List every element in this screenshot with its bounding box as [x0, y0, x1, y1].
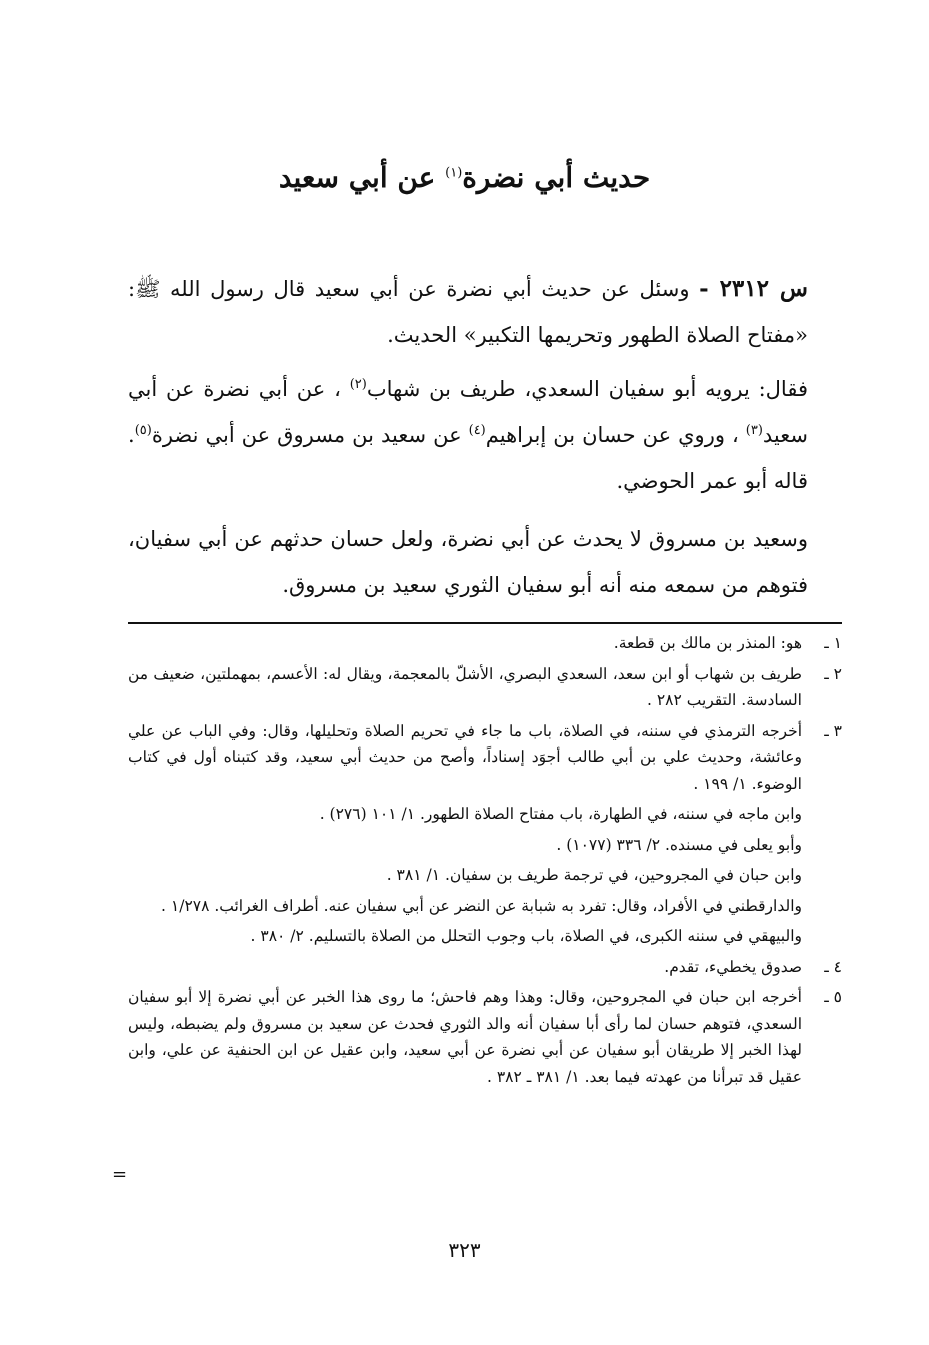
footnote-ref-4: (٤)	[468, 423, 486, 438]
footnote-separator	[128, 622, 842, 624]
footnote-ref-5: (٥)	[134, 423, 152, 438]
footnote-number: ٥ ـ	[824, 988, 842, 1006]
continuation-mark: =	[112, 1164, 128, 1185]
footnote-text: وأبو يعلى في مسنده. ٢/ ٣٣٦ (١٠٧٧) .	[556, 835, 802, 854]
footnote-ref-1: (١)	[445, 165, 463, 181]
page-number: ٣٢٣	[448, 1238, 481, 1262]
footnote-text: هو: المنذر بن مالك بن قطعة.	[613, 634, 802, 652]
footnote-number: ٣ ـ	[824, 721, 842, 740]
footnote-text: طريف بن شهاب أو ابن سعد، السعدي البصري، الأشلّ بالمعجمة، ويقال له: الأعسم، بمهملتين، ضعيف من السادسة. التقريب ٢٨٢ .	[128, 664, 802, 709]
footnote-3	[128, 718, 842, 950]
footnotes	[128, 630, 842, 1094]
footnote-text: والبيهقي في سننه الكبرى، في الصلاة، باب وجوب التحلل من الصلاة بالتسليم. ٢/ ٣٨٠ .	[250, 927, 802, 945]
footnote-number: ٤ ـ	[824, 957, 842, 976]
footnote-text: أخرجه الترمذي في سننه، في الصلاة، باب ما جاء في تحريم الصلاة وتحليلها، وقال: وفي الباب عن علي وعائشة، وحديث علي بن أبي طالب أجوَد إسناداً، وأصح من حديث أبي سعيد، وقد كتبناه أول في كتاب الوضوء. ١/ ١٩٩ .	[128, 721, 802, 793]
footnote-text: صدوق يخطيء، تقدم.	[664, 957, 802, 976]
question-paragraph	[128, 266, 808, 358]
answer-text-a: فقال: يرويه أبو سفيان السعدي، طريف بن شهاب	[366, 377, 808, 401]
question-number: س ٢٣١٢ -	[699, 275, 808, 302]
footnote-4	[128, 954, 842, 981]
footnote-text: وابن ماجه في سننه، في الطهارة، باب مفتاح الصلاة الطهور. ١/ ١٠١ (٢٧٦) .	[319, 805, 802, 823]
footnote-text: والدارقطني في الأفراد، وقال: تفرد به شبابة عن النضر عن أبي سفيان عنه. أطراف الغرائب. ١/٢٧٨ .	[161, 896, 802, 915]
footnote-ref-3: (٣)	[745, 423, 763, 438]
title-main: حديث أبي نضرة	[462, 161, 651, 194]
answer-text-d: عن سعيد بن مسروق عن أبي نضرة	[151, 423, 469, 447]
footnote-1	[128, 630, 842, 657]
footnote-2	[128, 661, 842, 714]
chapter-title	[0, 150, 929, 206]
title-rest: عن أبي سعيد	[278, 161, 446, 194]
answer-text-b: ، عن أبي نضرة عن أبي سعيد	[128, 377, 808, 447]
footnote-number: ١ ـ	[824, 634, 842, 652]
commentary-paragraph: وسعيد بن مسروق لا يحدث عن أبي نضرة، ولعل حسان حدثهم عن أبي سفيان، فتوهم من سمعه منه أنه أبو سفيان الثوري سعيد بن مسروق.	[128, 527, 808, 597]
footnote-number: ٢ ـ	[824, 664, 842, 683]
footnote-ref-2: (٢)	[349, 377, 367, 392]
answer-text-c: ، وروي عن حسان بن إبراهيم	[485, 423, 746, 447]
question-text: وسئل عن حديث أبي نضرة عن أبي سعيد قال رسول الله ﷺ: «مفتاح الصلاة الطهور وتحريمها التكبير» الحديث.	[128, 277, 808, 347]
footnote-text: وابن حبان في المجروحين، في ترجمة طريف بن سفيان. ١/ ٣٨١ .	[386, 866, 802, 884]
answer-paragraph	[128, 366, 808, 504]
footnote-5	[128, 984, 842, 1090]
answer-text-e: . قاله أبو عمر الحوضي.	[128, 423, 808, 493]
footnote-text: أخرجه ابن حبان في المجروحين، وقال: وهذا وهم فاحش؛ ما روى هذا الخبر عن أبي نضرة إلا أبو سفيان السعدي، فتوهم حسان لما رأى أبا سفيان أنه والد الثوري فحدث عن سعيد بن مسروق ولم يضبطه، وليس لهذا الخبر إلا طريقان أبو سفيان عن أبي نضرة عن أبي سعيد، وابن عقيل عن ابن الحنفية عن علي، وابن عقيل قد تبرأنا من عهدته فيما بعد. ١/ ٣٨١ ـ ٣٨٢ .	[128, 988, 802, 1086]
